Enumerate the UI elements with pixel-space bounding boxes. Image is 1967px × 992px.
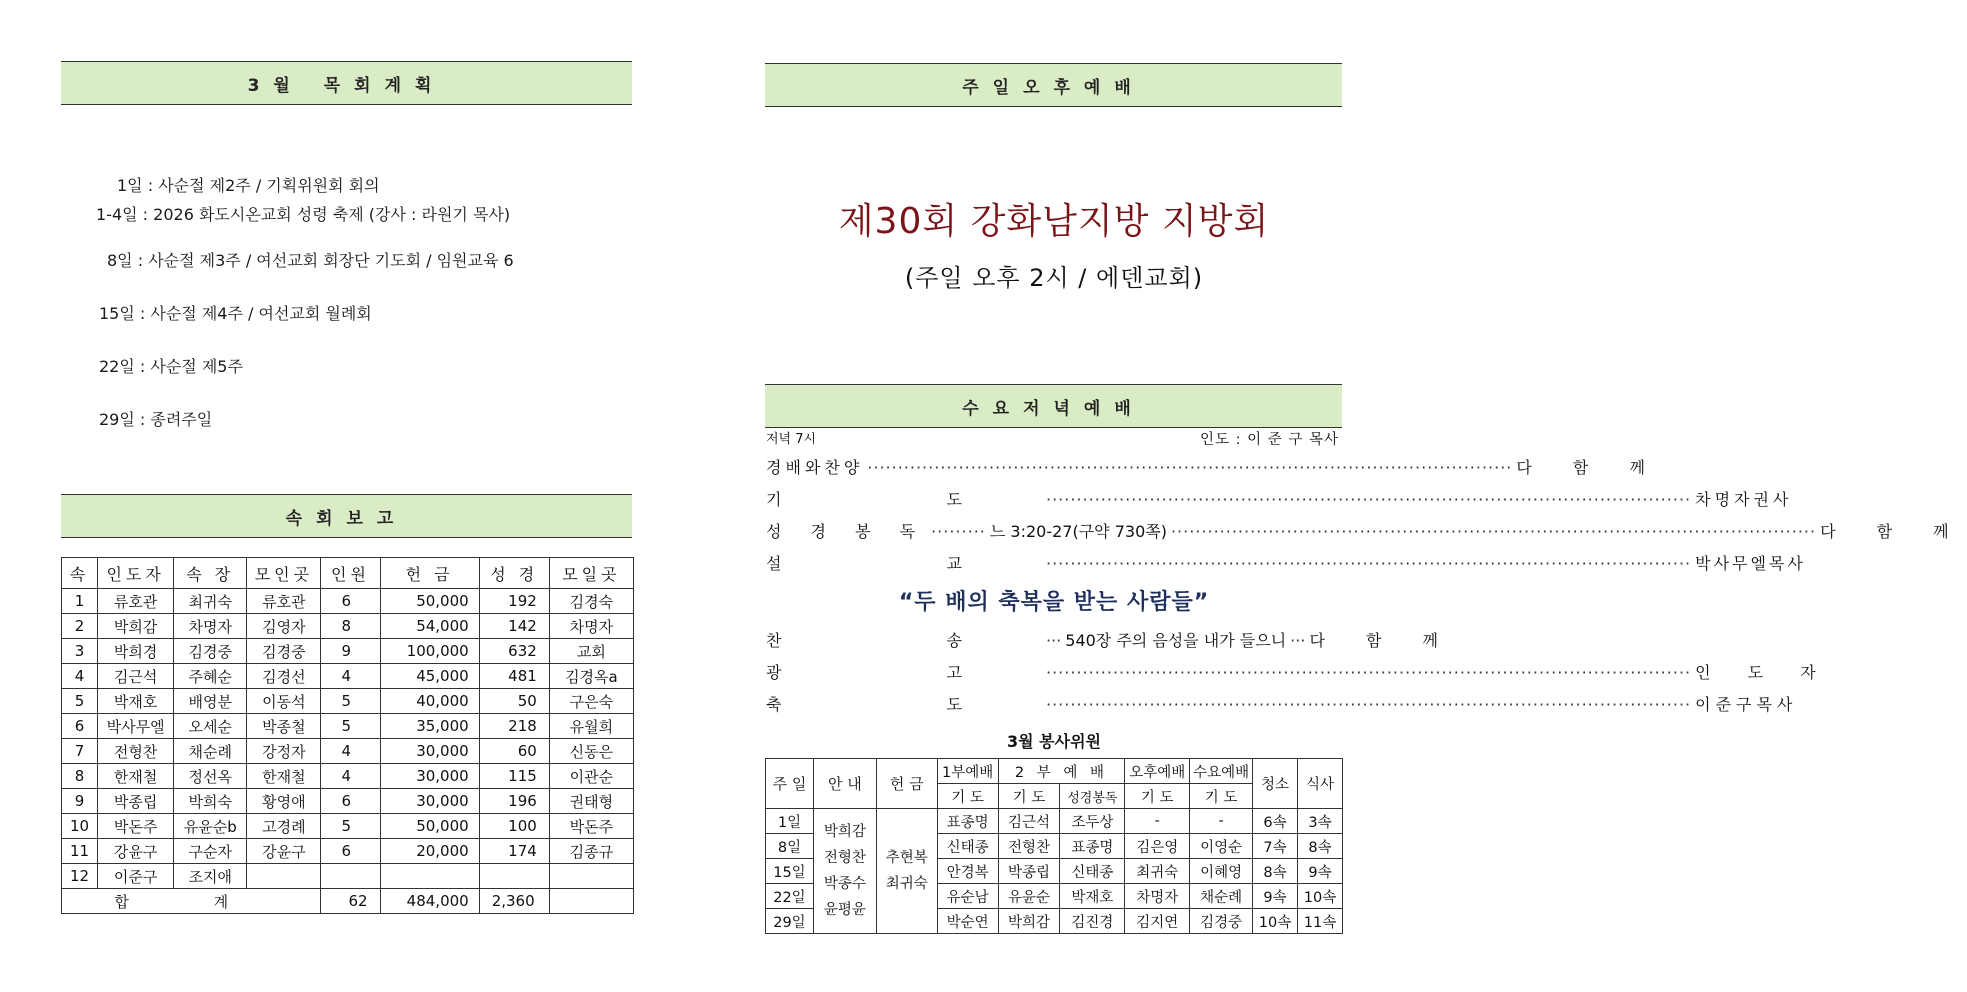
order-person: 다 함 께 <box>1516 458 1663 477</box>
cell-prayer2: 박종립 <box>998 859 1060 884</box>
cell-head: 배영분 <box>174 689 247 714</box>
report-body <box>62 589 634 889</box>
cell-no: 10 <box>62 814 98 839</box>
cell-leader: 김근석 <box>98 664 174 689</box>
cell-leader: 박사무엘 <box>98 714 174 739</box>
leader-dots: ·········································································································· <box>1170 522 1817 541</box>
cell-leader: 박재호 <box>98 689 174 714</box>
report-total-row <box>62 889 634 914</box>
cell-offering: 20,000 <box>380 839 479 864</box>
cell-wed: 채순례 <box>1190 884 1253 909</box>
cell-no: 9 <box>62 789 98 814</box>
cell-bible: 50 <box>479 689 549 714</box>
event-title: 제30회 강화남지방 지방회 <box>838 201 1270 242</box>
cell-next: 구은숙 <box>549 689 633 714</box>
order-detail: 느 3:20-27(구약 730쪽) <box>989 522 1167 541</box>
cell-clean: 6속 <box>1253 809 1298 834</box>
cell-people <box>321 864 380 889</box>
cell-pm: 김은영 <box>1125 834 1190 859</box>
order-item: 기 도 <box>766 490 1042 509</box>
cell-place: 한재철 <box>247 764 321 789</box>
order-row <box>766 487 1793 510</box>
cell-people: 8 <box>321 614 380 639</box>
total-people: 62 <box>321 889 380 914</box>
table-row <box>62 839 634 864</box>
order-row <box>766 692 1798 715</box>
head-meal: 식사 <box>1297 759 1342 809</box>
cell-wed: - <box>1190 809 1253 834</box>
col-header: 인도자 <box>98 558 174 589</box>
report-table <box>61 557 634 914</box>
cell-place: 황영애 <box>247 789 321 814</box>
cell-head: 차명자 <box>174 614 247 639</box>
total-label: 합 계 <box>62 889 321 914</box>
cell-pm: 최귀숙 <box>1125 859 1190 884</box>
sunday-pm-header: 주일오후예배 <box>765 63 1342 107</box>
cell-wed: 이혜영 <box>1190 859 1253 884</box>
cell-place: 박종철 <box>247 714 321 739</box>
cell-bible: 142 <box>479 614 549 639</box>
cell-clean: 9속 <box>1253 884 1298 909</box>
col-header: 모일곳 <box>549 558 633 589</box>
cell-next: 유월희 <box>549 714 633 739</box>
plan-item: 15일 : 사순절 제4주 / 여선교회 월례회 <box>99 304 372 323</box>
cell-meal: 3속 <box>1297 809 1342 834</box>
wednesday-header: 수요저녁예배 <box>765 384 1342 428</box>
report-header: 속회보고 <box>61 494 632 538</box>
cell-no: 3 <box>62 639 98 664</box>
table-row <box>62 614 634 639</box>
cell-offering: 100,000 <box>380 639 479 664</box>
col-header: 인원 <box>321 558 380 589</box>
cell-prayer1: 안경복 <box>937 859 998 884</box>
order-item: 축 도 <box>766 695 1042 714</box>
guide-name: 전형찬 <box>823 850 866 866</box>
cell-place: 강윤구 <box>247 839 321 864</box>
cell-offering: 30,000 <box>380 789 479 814</box>
col-header: 성 경 <box>479 558 549 589</box>
cell-people: 5 <box>321 689 380 714</box>
cell-no: 12 <box>62 864 98 889</box>
head-pm: 오후예배 <box>1125 759 1190 784</box>
table-row <box>62 814 634 839</box>
leader-dots: ·········································································································· <box>867 458 1513 477</box>
cell-pm: - <box>1125 809 1190 834</box>
cell-people: 4 <box>321 764 380 789</box>
cell-people: 9 <box>321 639 380 664</box>
head-offering: 헌 금 <box>876 759 937 809</box>
cell-meal: 9속 <box>1297 859 1342 884</box>
cell-place: 류호관 <box>247 589 321 614</box>
cell-leader: 전형찬 <box>98 739 174 764</box>
cell-bible: 632 <box>479 639 549 664</box>
cell-next: 박돈주 <box>549 814 633 839</box>
head-service2: 2 부 예 배 <box>998 759 1125 784</box>
cell-people: 6 <box>321 789 380 814</box>
cell-bible: 174 <box>479 839 549 864</box>
report-header-row <box>62 558 634 589</box>
order-person: 인 도 자 <box>1695 663 1832 682</box>
cell-no: 11 <box>62 839 98 864</box>
cell-meal: 11속 <box>1297 909 1342 934</box>
offering-cell <box>876 809 937 934</box>
offering-name: 최귀숙 <box>885 876 928 892</box>
wed-time: 저녁 7시 <box>766 432 817 447</box>
cell-reading: 김진경 <box>1060 909 1125 934</box>
cell-people: 6 <box>321 839 380 864</box>
cell-clean: 7속 <box>1253 834 1298 859</box>
cell-head: 정선옥 <box>174 764 247 789</box>
cell-offering: 50,000 <box>380 589 479 614</box>
cell-bible <box>479 864 549 889</box>
cell-offering: 54,000 <box>380 614 479 639</box>
cell-leader: 강윤구 <box>98 839 174 864</box>
cell-prayer2: 김근석 <box>998 809 1060 834</box>
cell-leader: 박돈주 <box>98 814 174 839</box>
offering-name: 추현복 <box>885 850 928 866</box>
plan-item: 1-4일 : 2026 화도시온교회 성령 축제 (강사 : 라원기 목사) <box>96 205 511 224</box>
cell-head: 김경중 <box>174 639 247 664</box>
event-subtitle: (주일 오후 2시 / 에덴교회) <box>904 264 1204 292</box>
cell-no: 7 <box>62 739 98 764</box>
cell-no: 1 <box>62 589 98 614</box>
cell-place: 이동석 <box>247 689 321 714</box>
cell-place: 고경례 <box>247 814 321 839</box>
cell-head: 조지애 <box>174 864 247 889</box>
cell-leader: 박희감 <box>98 614 174 639</box>
cell-next: 이관순 <box>549 764 633 789</box>
cell-head: 유윤순b <box>174 814 247 839</box>
head-service1: 1부예배 <box>937 759 998 784</box>
cell-clean: 10속 <box>1253 909 1298 934</box>
cell-prayer1: 표종명 <box>937 809 998 834</box>
cell-next: 차명자 <box>549 614 633 639</box>
plan-header: 3월 목회계획 <box>61 61 632 105</box>
cell-pm: 김지연 <box>1125 909 1190 934</box>
cell-head: 박희숙 <box>174 789 247 814</box>
head-wed: 수요예배 <box>1190 759 1253 784</box>
cell-offering <box>380 864 479 889</box>
col-header: 속 장 <box>174 558 247 589</box>
total-empty <box>549 889 633 914</box>
cell-offering: 50,000 <box>380 814 479 839</box>
plan-item: 8일 : 사순절 제3주 / 여선교회 회장단 기도회 / 임원교육 6 <box>107 251 514 270</box>
total-offering: 484,000 <box>380 889 479 914</box>
table-row <box>62 739 634 764</box>
cell-place: 김영자 <box>247 614 321 639</box>
cell-prayer2: 박희감 <box>998 909 1060 934</box>
leader-dots: ········· <box>931 522 986 541</box>
order-item: 설 교 <box>766 554 1042 573</box>
cell-week: 22일 <box>766 884 814 909</box>
cell-place: 김경선 <box>247 664 321 689</box>
plan-item: 22일 : 사순절 제5주 <box>99 357 243 376</box>
cell-reading: 조두상 <box>1060 809 1125 834</box>
cell-people: 4 <box>321 664 380 689</box>
leader-dots: ·········································································································· <box>1046 554 1692 573</box>
order-row <box>766 551 1806 574</box>
cell-reading: 신태종 <box>1060 859 1125 884</box>
cell-people: 5 <box>321 714 380 739</box>
cell-wed: 이영순 <box>1190 834 1253 859</box>
cell-offering: 45,000 <box>380 664 479 689</box>
table-row <box>62 864 634 889</box>
table-row <box>62 789 634 814</box>
head-prayer: 기 도 <box>998 784 1060 809</box>
head-prayer: 기 도 <box>1125 784 1190 809</box>
order-item: 찬 송 <box>766 631 1042 650</box>
wed-leader: 인도 : 이 준 구 목사 <box>1200 432 1339 448</box>
cell-no: 8 <box>62 764 98 789</box>
cell-next: 김경숙 <box>549 589 633 614</box>
guide-cell <box>813 809 876 934</box>
guide-name: 박희감 <box>823 824 866 840</box>
cell-prayer2: 유윤순 <box>998 884 1060 909</box>
cell-bible: 218 <box>479 714 549 739</box>
order-person: 차명자권사 <box>1695 490 1793 509</box>
cell-week: 8일 <box>766 834 814 859</box>
cell-wed: 김경중 <box>1190 909 1253 934</box>
cell-place <box>247 864 321 889</box>
cell-bible: 196 <box>479 789 549 814</box>
order-row <box>766 628 1456 651</box>
cell-offering: 30,000 <box>380 739 479 764</box>
cell-next: 김종규 <box>549 839 633 864</box>
cell-leader: 박희경 <box>98 639 174 664</box>
leader-dots: ··· <box>1046 631 1062 650</box>
order-person: 박사무엘목사 <box>1695 554 1806 573</box>
cell-next <box>549 864 633 889</box>
head-reading: 성경봉독 <box>1060 784 1125 809</box>
cell-head: 최귀숙 <box>174 589 247 614</box>
cell-head: 구순자 <box>174 839 247 864</box>
cell-place: 강정자 <box>247 739 321 764</box>
table-row <box>766 809 1343 834</box>
cell-prayer2: 전형찬 <box>998 834 1060 859</box>
order-item: 성 경 봉 독 <box>766 522 928 541</box>
guide-name: 박종수 <box>823 876 866 892</box>
cell-week: 29일 <box>766 909 814 934</box>
plan-item: 1일 : 사순절 제2주 / 기획위원회 회의 <box>117 176 380 195</box>
cell-people: 6 <box>321 589 380 614</box>
order-detail: 540장 주의 음성을 내가 들으니 <box>1065 631 1287 650</box>
cell-leader: 박종립 <box>98 789 174 814</box>
col-header: 헌 금 <box>380 558 479 589</box>
order-person: 이준구목사 <box>1695 695 1798 714</box>
cell-bible: 100 <box>479 814 549 839</box>
head-week: 주 일 <box>766 759 814 809</box>
cell-reading: 박재호 <box>1060 884 1125 909</box>
order-person: 다 함 께 <box>1309 631 1456 650</box>
table-row <box>62 689 634 714</box>
sermon-title: “두 배의 축복을 받는 사람들” <box>898 590 1210 615</box>
table-row <box>62 764 634 789</box>
cell-no: 5 <box>62 689 98 714</box>
cell-next: 권태형 <box>549 789 633 814</box>
cell-prayer1: 유순남 <box>937 884 998 909</box>
cell-next: 김경옥a <box>549 664 633 689</box>
cell-head: 채순례 <box>174 739 247 764</box>
order-row <box>766 455 1663 478</box>
col-header: 모인곳 <box>247 558 321 589</box>
leader-dots: ··· <box>1290 631 1306 650</box>
cell-offering: 35,000 <box>380 714 479 739</box>
table-row <box>62 589 634 614</box>
cell-bible: 60 <box>479 739 549 764</box>
service-title: 3월 봉사위원 <box>1007 732 1101 751</box>
cell-no: 2 <box>62 614 98 639</box>
cell-place: 김경중 <box>247 639 321 664</box>
cell-meal: 10속 <box>1297 884 1342 909</box>
service-body <box>766 809 1343 934</box>
head-prayer: 기 도 <box>937 784 998 809</box>
cell-offering: 40,000 <box>380 689 479 714</box>
cell-bible: 192 <box>479 589 549 614</box>
cell-bible: 115 <box>479 764 549 789</box>
cell-next: 신동은 <box>549 739 633 764</box>
cell-head: 주혜순 <box>174 664 247 689</box>
table-row <box>62 639 634 664</box>
order-person: 다 함 께 <box>1820 522 1967 541</box>
cell-no: 4 <box>62 664 98 689</box>
order-item: 광 고 <box>766 663 1042 682</box>
cell-week: 1일 <box>766 809 814 834</box>
cell-next: 교회 <box>549 639 633 664</box>
order-item: 경배와찬양 <box>766 458 864 477</box>
cell-leader: 류호관 <box>98 589 174 614</box>
cell-leader: 이준구 <box>98 864 174 889</box>
cell-head: 오세순 <box>174 714 247 739</box>
total-bible: 2,360 <box>479 889 549 914</box>
service-table <box>765 758 1343 934</box>
cell-people: 5 <box>321 814 380 839</box>
guide-name: 윤평윤 <box>823 902 866 918</box>
head-prayer: 기 도 <box>1190 784 1253 809</box>
head-clean: 청소 <box>1253 759 1298 809</box>
cell-prayer1: 신태종 <box>937 834 998 859</box>
cell-people: 4 <box>321 739 380 764</box>
leader-dots: ·········································································································· <box>1046 695 1692 714</box>
col-header: 속 <box>62 558 98 589</box>
leader-dots: ·········································································································· <box>1046 663 1692 682</box>
table-row <box>62 664 634 689</box>
cell-pm: 차명자 <box>1125 884 1190 909</box>
cell-reading: 표종명 <box>1060 834 1125 859</box>
cell-meal: 8속 <box>1297 834 1342 859</box>
cell-leader: 한재철 <box>98 764 174 789</box>
cell-prayer1: 박순연 <box>937 909 998 934</box>
table-row <box>62 714 634 739</box>
leader-dots: ·········································································································· <box>1046 490 1692 509</box>
head-guide: 안 내 <box>813 759 876 809</box>
order-row <box>766 519 1967 542</box>
cell-no: 6 <box>62 714 98 739</box>
cell-bible: 481 <box>479 664 549 689</box>
cell-week: 15일 <box>766 859 814 884</box>
order-row <box>766 660 1832 683</box>
cell-clean: 8속 <box>1253 859 1298 884</box>
plan-item: 29일 : 종려주일 <box>99 410 213 429</box>
cell-offering: 30,000 <box>380 764 479 789</box>
